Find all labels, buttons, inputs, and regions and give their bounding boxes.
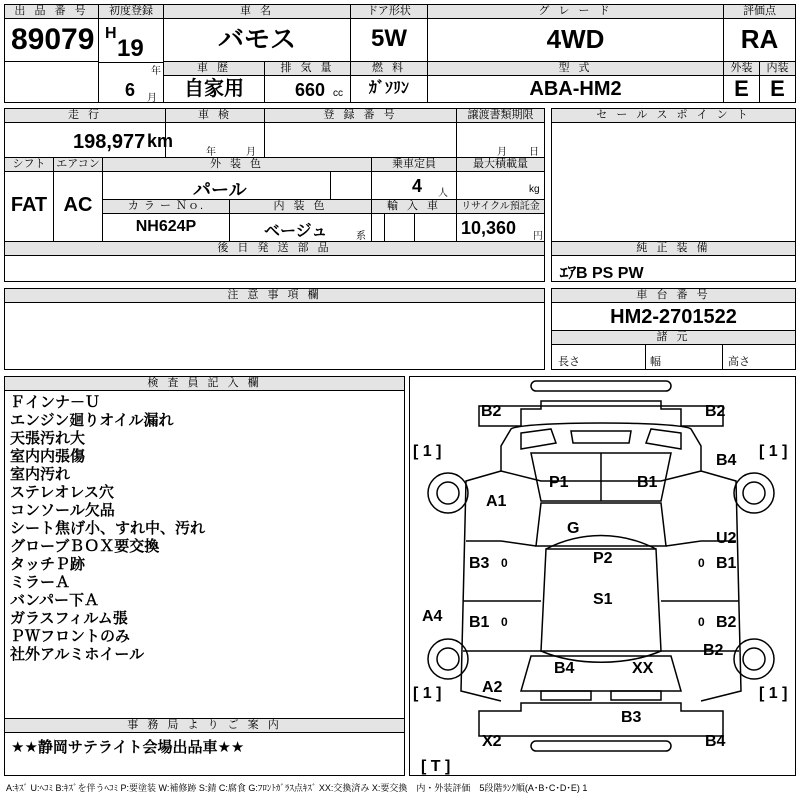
rear-bumper xyxy=(479,703,723,736)
damage-glass: G xyxy=(567,520,580,537)
damage-left-rear-door: B1 xyxy=(469,614,490,631)
import-divider-2 xyxy=(414,214,415,242)
first-reg-month: 6 xyxy=(125,80,136,100)
damage-roof: P2 xyxy=(593,550,613,567)
int-color-box xyxy=(229,199,372,242)
rear-right-hub xyxy=(743,648,765,670)
front-left-hub xyxy=(437,482,459,504)
mileage: 198,977 xyxy=(73,131,146,153)
office-box xyxy=(4,718,405,776)
damage-front-right-corner: B2 xyxy=(705,403,726,420)
damage-roof-rear: S1 xyxy=(593,591,613,608)
office-message: ★★静岡サテライト会場出品車★★ xyxy=(11,739,245,756)
damage-left-front-door: B3 xyxy=(469,555,490,572)
chassis-label: 車 台 番 号 xyxy=(552,289,795,303)
first-reg-box xyxy=(98,4,164,103)
car-name-label: 車 名 xyxy=(164,5,350,19)
model-label: 型 式 xyxy=(428,62,723,76)
damage-hood-right: B1 xyxy=(637,474,658,491)
chassis-box xyxy=(551,288,796,331)
dim-divider-1 xyxy=(645,345,646,370)
door-mark-right-rear: 0 xyxy=(698,615,705,629)
dim-divider-2 xyxy=(722,345,723,370)
length-label: 長さ xyxy=(558,356,580,368)
right-pillar-a xyxy=(666,541,701,546)
first-reg-year-unit: 年 xyxy=(151,66,161,77)
int-color: ベージュ xyxy=(264,223,328,240)
spare-tire: [ T ] xyxy=(421,758,451,775)
inspector-note: 室内汚れ xyxy=(10,466,71,483)
rear-hatch xyxy=(521,656,681,691)
grade-box xyxy=(427,4,724,62)
roof-front-curve xyxy=(546,536,656,550)
dimensions-label: 諸 元 xyxy=(552,331,795,345)
height-label: 高さ xyxy=(728,356,750,368)
registration-box xyxy=(264,108,457,158)
damage-left-front-fender: A1 xyxy=(486,493,507,510)
bracket-right-bottom: [ 1 ] xyxy=(759,685,788,702)
equipment: ｴｱB PS PW xyxy=(560,265,644,282)
ext-color-box xyxy=(102,157,372,200)
damage-front-left-corner: B2 xyxy=(481,403,502,420)
lot-number: 89079 xyxy=(11,23,95,56)
left-tail-light xyxy=(541,691,591,700)
first-reg-year: 19 xyxy=(117,35,144,62)
color-no-label: カ ラ ー Ｎｏ. xyxy=(103,200,229,214)
ext-color-label: 外 装 色 xyxy=(103,158,371,172)
dimensions-box xyxy=(551,330,796,370)
max-load-unit: kg xyxy=(529,184,540,195)
inspector-notes-list xyxy=(5,391,404,664)
shift: FAT xyxy=(10,194,48,216)
inspector-note: 社外アルミホイール xyxy=(10,646,145,663)
model: ABA-HM2 xyxy=(529,78,622,100)
exterior-score-box xyxy=(723,61,760,103)
lot-number-label: 出 品 番 号 xyxy=(5,5,98,19)
exterior-label: 外装 xyxy=(724,62,759,76)
damage-hood-left: P1 xyxy=(549,474,569,491)
damage-right-front-door: B1 xyxy=(716,555,737,572)
damage-right-front-fender: B4 xyxy=(716,452,737,469)
fuel-box xyxy=(350,61,428,103)
inspector-box xyxy=(4,376,405,719)
damage-right-rear-fender: B2 xyxy=(703,642,724,659)
inspector-note: ガラスフィルム張 xyxy=(10,610,128,627)
sales-point-box xyxy=(551,108,796,242)
equipment-box xyxy=(551,241,796,282)
door-label: ドア形状 xyxy=(351,5,427,19)
damage-tailgate-left: B4 xyxy=(554,660,575,677)
int-color-label: 内 装 色 xyxy=(230,200,371,214)
caution-label: 注 意 事 項 欄 xyxy=(5,289,544,303)
front-left-wheel xyxy=(428,473,468,513)
grade: 4WD xyxy=(546,24,605,54)
max-load-box xyxy=(456,157,545,200)
damage-rear-left-corner: X2 xyxy=(482,733,502,750)
capacity: 4 xyxy=(412,176,423,196)
transfer-box xyxy=(456,108,545,158)
inspector-note: シート焦げ小、すれ中、汚れ xyxy=(10,520,206,537)
grille xyxy=(571,431,631,443)
score-box xyxy=(723,4,796,62)
bracket-left-bottom: [ 1 ] xyxy=(413,685,442,702)
import-box xyxy=(371,199,457,242)
inspector-label: 検 査 員 記 入 欄 xyxy=(5,377,404,391)
sales-point-label: セ ー ル ス ポ イ ン ト xyxy=(552,109,795,123)
mileage-label: 走 行 xyxy=(5,109,165,123)
equipment-label: 純 正 装 備 xyxy=(552,242,795,256)
office-label: 事 務 局 よ り ご 案 内 xyxy=(5,719,404,733)
ac-label: エアコン xyxy=(54,158,102,172)
score-label: 評価点 xyxy=(724,5,795,19)
int-color-suffix: 系 xyxy=(356,231,366,242)
history-box xyxy=(163,61,265,103)
displacement-label: 排 気 量 xyxy=(265,62,350,76)
history: 自家用 xyxy=(184,78,244,100)
door-type: 5W xyxy=(371,25,407,52)
import-label: 輸 入 車 xyxy=(372,200,456,214)
recycle-label: リサイクル預託金 xyxy=(457,200,544,214)
inspector-note: 天張汚れ大 xyxy=(10,430,86,447)
front-right-hub xyxy=(743,482,765,504)
inspection-box xyxy=(165,108,265,158)
bracket-right-top: [ 1 ] xyxy=(759,443,788,460)
width-label: 幅 xyxy=(650,356,661,368)
inspector-note: コンソール欠品 xyxy=(10,502,115,519)
right-tail-light xyxy=(611,691,661,700)
ac: AC xyxy=(63,194,93,216)
car-diagram xyxy=(409,376,796,776)
lot-number-box xyxy=(4,4,99,62)
car-name: バモス xyxy=(217,24,296,54)
inspector-note: Ｆインナ－Ｕ xyxy=(10,394,101,411)
inspector-note: ミラーＡ xyxy=(10,574,71,591)
transfer-day-unit: 日 xyxy=(529,147,539,158)
first-reg-divider xyxy=(99,62,163,63)
capacity-label: 乗車定員 xyxy=(372,158,456,172)
door-mark-left-rear: 0 xyxy=(501,615,508,629)
right-headlight xyxy=(646,429,681,449)
later-parts-box xyxy=(4,241,545,282)
rear-left-hub xyxy=(437,648,459,670)
later-parts-label: 後 日 発 送 部 品 xyxy=(5,242,544,256)
fuel: ｶﾞｿﾘﾝ xyxy=(368,80,409,97)
inspector-note: ＰＷフロントのみ xyxy=(10,628,131,645)
damage-right-front-door-upper: U2 xyxy=(716,530,737,547)
inspection-year-unit: 年 xyxy=(206,147,216,158)
damage-left-rear-fender: A2 xyxy=(482,679,503,696)
left-headlight xyxy=(521,429,556,449)
displacement-box xyxy=(264,61,351,103)
fuel-label: 燃 料 xyxy=(351,62,427,76)
inspector-note: タッチＰ跡 xyxy=(10,556,86,573)
inspector-note: ステレオレス穴 xyxy=(10,484,114,501)
recycle-unit: 円 xyxy=(533,231,543,242)
door-mark-right-front: 0 xyxy=(698,556,705,570)
ext-color-divider xyxy=(330,172,331,200)
car-diagram-svg xyxy=(410,377,795,775)
interior-score-box xyxy=(759,61,796,103)
color-number: NH624P xyxy=(135,218,197,235)
inspector-note: グローブＢＯＸ要交換 xyxy=(10,538,160,555)
door-box xyxy=(350,4,428,62)
front-bumper-top xyxy=(531,381,671,391)
damage-rear-bumper: B3 xyxy=(621,709,642,726)
windshield xyxy=(536,503,666,546)
color-no-box xyxy=(102,199,230,242)
first-reg-era: H xyxy=(105,25,117,42)
first-reg-month-unit: 月 xyxy=(147,93,157,104)
model-box xyxy=(427,61,724,103)
first-reg-label: 初度登録 xyxy=(99,5,163,19)
ac-box xyxy=(53,157,103,242)
registration-label: 登 録 番 号 xyxy=(265,109,456,123)
import-divider-1 xyxy=(384,214,385,242)
mileage-unit: km xyxy=(147,131,174,151)
caution-box xyxy=(4,288,545,370)
car-name-box xyxy=(163,4,351,62)
inspector-note: エンジン廻りオイル漏れ xyxy=(10,412,174,429)
interior-label: 内装 xyxy=(760,62,795,76)
capacity-unit: 人 xyxy=(438,188,448,199)
ext-color: パール xyxy=(193,180,247,200)
rear-bumper-bottom xyxy=(531,741,671,751)
exterior-score: E xyxy=(734,76,749,101)
lot-blank-box xyxy=(4,61,99,103)
recycle-fee: 10,360 xyxy=(461,218,517,238)
damage-rear-right-corner: B4 xyxy=(705,733,726,750)
bracket-left-top: [ 1 ] xyxy=(413,443,442,460)
inspection-label: 車 検 xyxy=(166,109,264,123)
interior-score: E xyxy=(770,76,785,101)
displacement-unit: cc xyxy=(333,88,343,99)
transfer-month-unit: 月 xyxy=(497,147,507,158)
recycle-box xyxy=(456,199,545,242)
shift-box xyxy=(4,157,54,242)
inspector-note: バンパー下Ａ xyxy=(10,592,99,609)
chassis-number: HM2-2701522 xyxy=(610,306,737,328)
damage-right-rear-door: B2 xyxy=(716,614,737,631)
capacity-box xyxy=(371,157,457,200)
displacement: 660 xyxy=(295,80,326,100)
transfer-label: 譲渡書類期限 xyxy=(457,109,544,123)
inspection-month-unit: 月 xyxy=(246,147,256,158)
left-pillar-a xyxy=(501,541,536,546)
damage-left-rocker: A4 xyxy=(422,608,443,625)
overall-score: RA xyxy=(740,24,779,54)
damage-tailgate-right: XX xyxy=(632,660,654,677)
door-mark-left-front: 0 xyxy=(501,556,508,570)
damage-legend: A:ｷｽﾞ U:ﾍｺﾐ B:ｷｽﾞを伴うﾍｺﾐ P:要塗装 W:補修跡 S:錆 C:腐食 G:ﾌﾛﾝﾄｶﾞﾗｽ点ｷｽﾞ XX:交換済み X:要交換 内・外装評価 5段階ﾗﾝｸ順(A･B･C･D･E) 1 xyxy=(6,783,588,793)
shift-label: シフト xyxy=(5,158,53,172)
max-load-label: 最大積載量 xyxy=(457,158,544,172)
inspector-note: 室内内張傷 xyxy=(10,448,86,465)
front-right-wheel xyxy=(734,473,774,513)
history-label: 車 歴 xyxy=(164,62,264,76)
grade-label: グ レ ー ド xyxy=(428,5,723,19)
mileage-box xyxy=(4,108,174,158)
